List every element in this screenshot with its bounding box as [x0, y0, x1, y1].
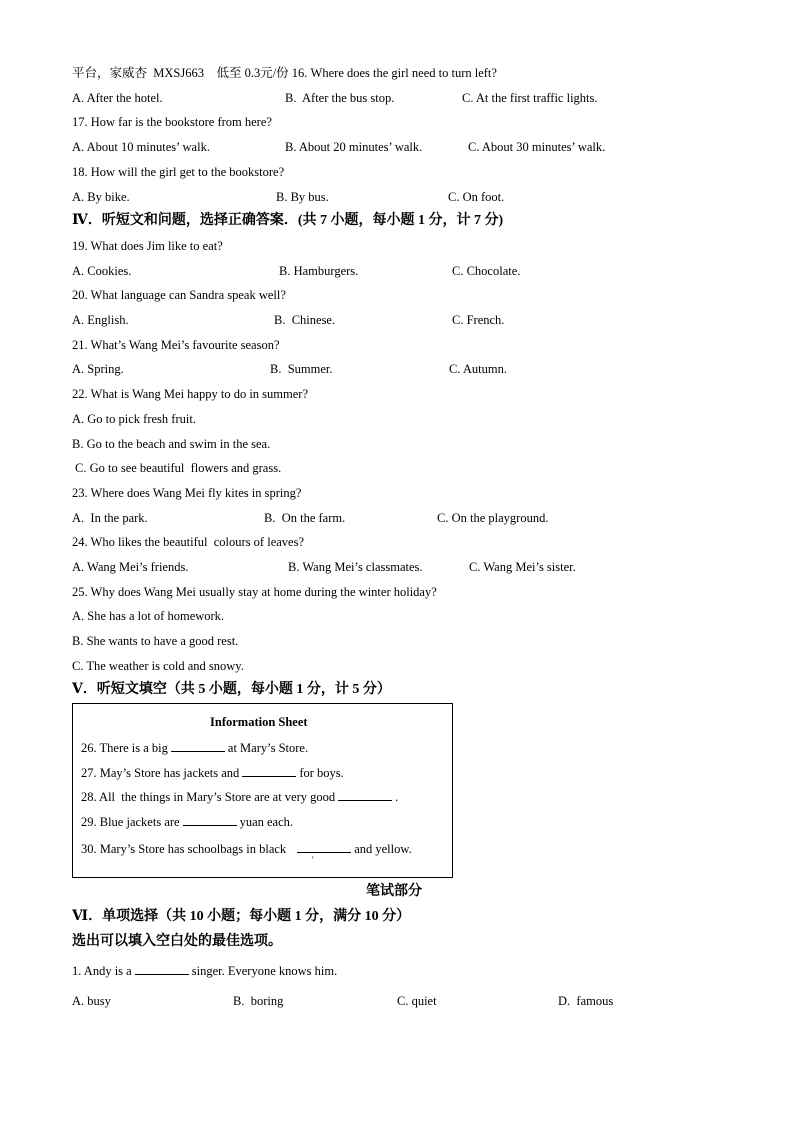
q20-option-c: C. French. [452, 313, 505, 327]
section-4-heading: Ⅳ．听短文和问题，选择正确答案．(共 7 小题，每小题 1 分，计 7 分) [72, 213, 504, 228]
section-6-heading: Ⅵ．单项选择（共 10 小题；每小题 1 分，满分 10 分） [72, 909, 411, 924]
information-sheet-box [72, 703, 453, 878]
q25-question: 25. Why does Wang Mei usually stay at home during the winter holiday? [72, 585, 437, 599]
mc1-option-c: C. quiet [397, 994, 437, 1008]
information-sheet-title: Information Sheet [210, 715, 308, 729]
q30-text-before: 30. Mary’s Store has schoolbags in black [81, 842, 287, 856]
q16-question: 平台，家威杏 MXSJ663 低至 0.3元/份 16. Where does the girl need to turn left? [72, 66, 497, 80]
q18-option-c: C. On foot. [448, 190, 505, 204]
q17-option-c: C. About 30 minutes’ walk. [468, 140, 606, 154]
q16-option-c: C. At the first traffic lights. [462, 91, 598, 105]
q17-option-a: A. About 10 minutes’ walk. [72, 140, 210, 154]
q16-option-b: B. After the bus stop. [285, 91, 395, 105]
q19-question: 19. What does Jim like to eat? [72, 239, 223, 253]
mc1-option-b: B. boring [233, 994, 284, 1008]
q21-option-b: B. Summer. [270, 362, 333, 376]
q19-option-a: A. Cookies. [72, 264, 132, 278]
q22-option-a: A. Go to pick fresh fruit. [72, 412, 196, 426]
q23-question: 23. Where does Wang Mei fly kites in spring? [72, 486, 302, 500]
q17-question: 17. How far is the bookstore from here? [72, 115, 272, 129]
q23-option-b: B. On the farm. [264, 511, 346, 525]
q28-text-after: . [395, 790, 399, 804]
q19-option-b: B. Hamburgers. [279, 264, 359, 278]
section-5-heading: Ⅴ．听短文填空（共 5 小题，每小题 1 分，计 5 分） [72, 682, 391, 697]
q21-option-c: C. Autumn. [449, 362, 507, 376]
q16-option-a: A. After the hotel. [72, 91, 163, 105]
q25-option-a: A. She has a lot of homework. [72, 609, 225, 623]
q19-option-c: C. Chocolate. [452, 264, 521, 278]
q23-option-c: C. On the playground. [437, 511, 549, 525]
written-part-heading: 笔试部分 [366, 884, 422, 899]
q23-option-a: A. In the park. [72, 511, 148, 525]
q27-text-after: for boys. [299, 766, 344, 780]
mc1-option-a: A. busy [72, 994, 111, 1008]
q18-question: 18. How will the girl get to the bookstore? [72, 165, 285, 179]
q20-option-a: A. English. [72, 313, 129, 327]
q30-text-after: and yellow. [354, 842, 412, 856]
q26-blank [171, 739, 225, 752]
q20-question: 20. What language can Sandra speak well? [72, 288, 286, 302]
mc1-option-d: D. famous [558, 994, 614, 1008]
q26-text-before: 26. There is a big [81, 741, 168, 755]
mc1-question [72, 962, 337, 979]
q29-line [81, 813, 293, 830]
q24-question: 24. Who likes the beautiful colours of leaves? [72, 535, 304, 549]
q28-text-before: 28. All the things in Mary’s Store are at very good [81, 790, 336, 804]
q30-blank [297, 840, 351, 853]
q25-option-b: B. She wants to have a good rest. [72, 634, 239, 648]
q27-line [81, 764, 344, 781]
q28-line [81, 788, 398, 805]
q30-line [81, 840, 412, 857]
q18-option-a: A. By bike. [72, 190, 130, 204]
q21-question: 21. What’s Wang Mei’s favourite season? [72, 338, 280, 352]
q27-text-before: 27. May’s Store has jackets and [81, 766, 240, 780]
q21-option-a: A. Spring. [72, 362, 124, 376]
q17-option-b: B. About 20 minutes’ walk. [285, 140, 423, 154]
mc1-text-after: singer. Everyone knows him. [191, 964, 338, 978]
q29-text-after: yuan each. [239, 815, 294, 829]
q26-text-after: at Mary’s Store. [227, 741, 309, 755]
q24-option-b: B. Wang Mei’s classmates. [288, 560, 423, 574]
tick-mark: ' [312, 855, 314, 865]
q18-option-b: B. By bus. [276, 190, 329, 204]
q20-option-b: B. Chinese. [274, 313, 336, 327]
section-6-instruction: 选出可以填入空白处的最佳选项。 [72, 934, 282, 949]
q28-blank [338, 788, 392, 801]
q24-option-c: C. Wang Mei’s sister. [469, 560, 576, 574]
q22-option-b: B. Go to the beach and swim in the sea. [72, 437, 271, 451]
q25-option-c: C. The weather is cold and snowy. [72, 659, 244, 673]
mc1-text-before: 1. Andy is a [72, 964, 132, 978]
q22-option-c: C. Go to see beautiful flowers and grass. [75, 461, 282, 475]
q27-blank [242, 764, 296, 777]
q26-line [81, 739, 308, 756]
q29-text-before: 29. Blue jackets are [81, 815, 180, 829]
q22-question: 22. What is Wang Mei happy to do in summer? [72, 387, 308, 401]
q29-blank [183, 813, 237, 826]
q24-option-a: A. Wang Mei’s friends. [72, 560, 189, 574]
mc1-blank [135, 962, 189, 975]
